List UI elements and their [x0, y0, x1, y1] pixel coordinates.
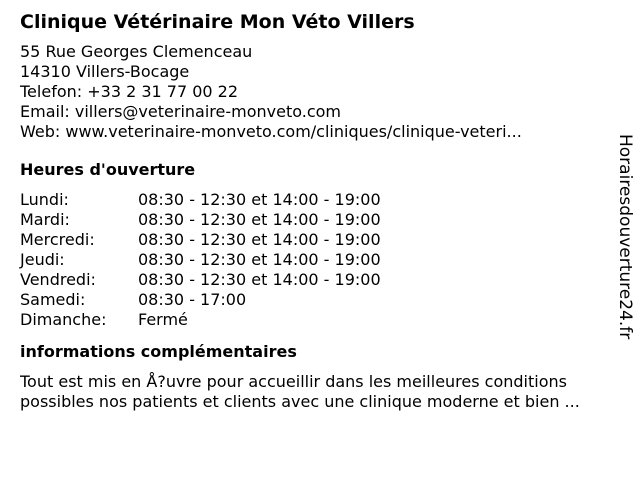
- time-value: 08:30 - 12:30 et 14:00 - 19:00: [138, 190, 381, 209]
- time-value: Fermé: [138, 310, 188, 329]
- opening-hours-heading: Heures d'ouverture: [20, 160, 196, 179]
- time-value: 08:30 - 12:30 et 14:00 - 19:00: [138, 230, 381, 249]
- day-label: Mercredi:: [20, 230, 95, 249]
- additional-info-heading: informations complémentaires: [20, 342, 297, 361]
- day-label: Samedi:: [20, 290, 86, 309]
- address-city: 14310 Villers-Bocage: [20, 62, 190, 81]
- phone-line: Telefon: +33 2 31 77 00 22: [20, 82, 239, 101]
- day-label: Mardi:: [20, 210, 70, 229]
- email-line: Email: villers@veterinaire-monveto.com: [20, 102, 341, 121]
- web-line: Web: www.veterinaire-monveto.com/cliniques/clinique-veteri...: [20, 122, 522, 141]
- hours-row-friday: [20, 270, 620, 290]
- hours-row-thursday: [20, 250, 620, 270]
- additional-info-line-1: Tout est mis en Å?uvre pour accueillir dans les meilleures conditions: [20, 372, 567, 391]
- day-label: Jeudi:: [20, 250, 65, 269]
- address-street: 55 Rue Georges Clemenceau: [20, 42, 253, 61]
- clinic-info-panel: [20, 10, 620, 412]
- opening-hours-table: [20, 190, 620, 330]
- time-value: 08:30 - 12:30 et 14:00 - 19:00: [138, 210, 381, 229]
- time-value: 08:30 - 12:30 et 14:00 - 19:00: [138, 250, 381, 269]
- day-label: Dimanche:: [20, 310, 107, 329]
- watermark-text: Horairesdouverture24.fr: [615, 134, 635, 340]
- hours-row-tuesday: [20, 210, 620, 230]
- hours-row-sunday: [20, 310, 620, 330]
- day-label: Vendredi:: [20, 270, 96, 289]
- time-value: 08:30 - 17:00: [138, 290, 247, 309]
- day-label: Lundi:: [20, 190, 69, 209]
- clinic-name: Clinique Vétérinaire Mon Véto Villers: [20, 11, 415, 33]
- site-watermark: [613, 134, 637, 374]
- hours-row-saturday: [20, 290, 620, 310]
- hours-row-monday: [20, 190, 620, 210]
- additional-info-line-2: possibles nos patients et clients avec une clinique moderne et bien ...: [20, 392, 580, 411]
- hours-row-wednesday: [20, 230, 620, 250]
- time-value: 08:30 - 12:30 et 14:00 - 19:00: [138, 270, 381, 289]
